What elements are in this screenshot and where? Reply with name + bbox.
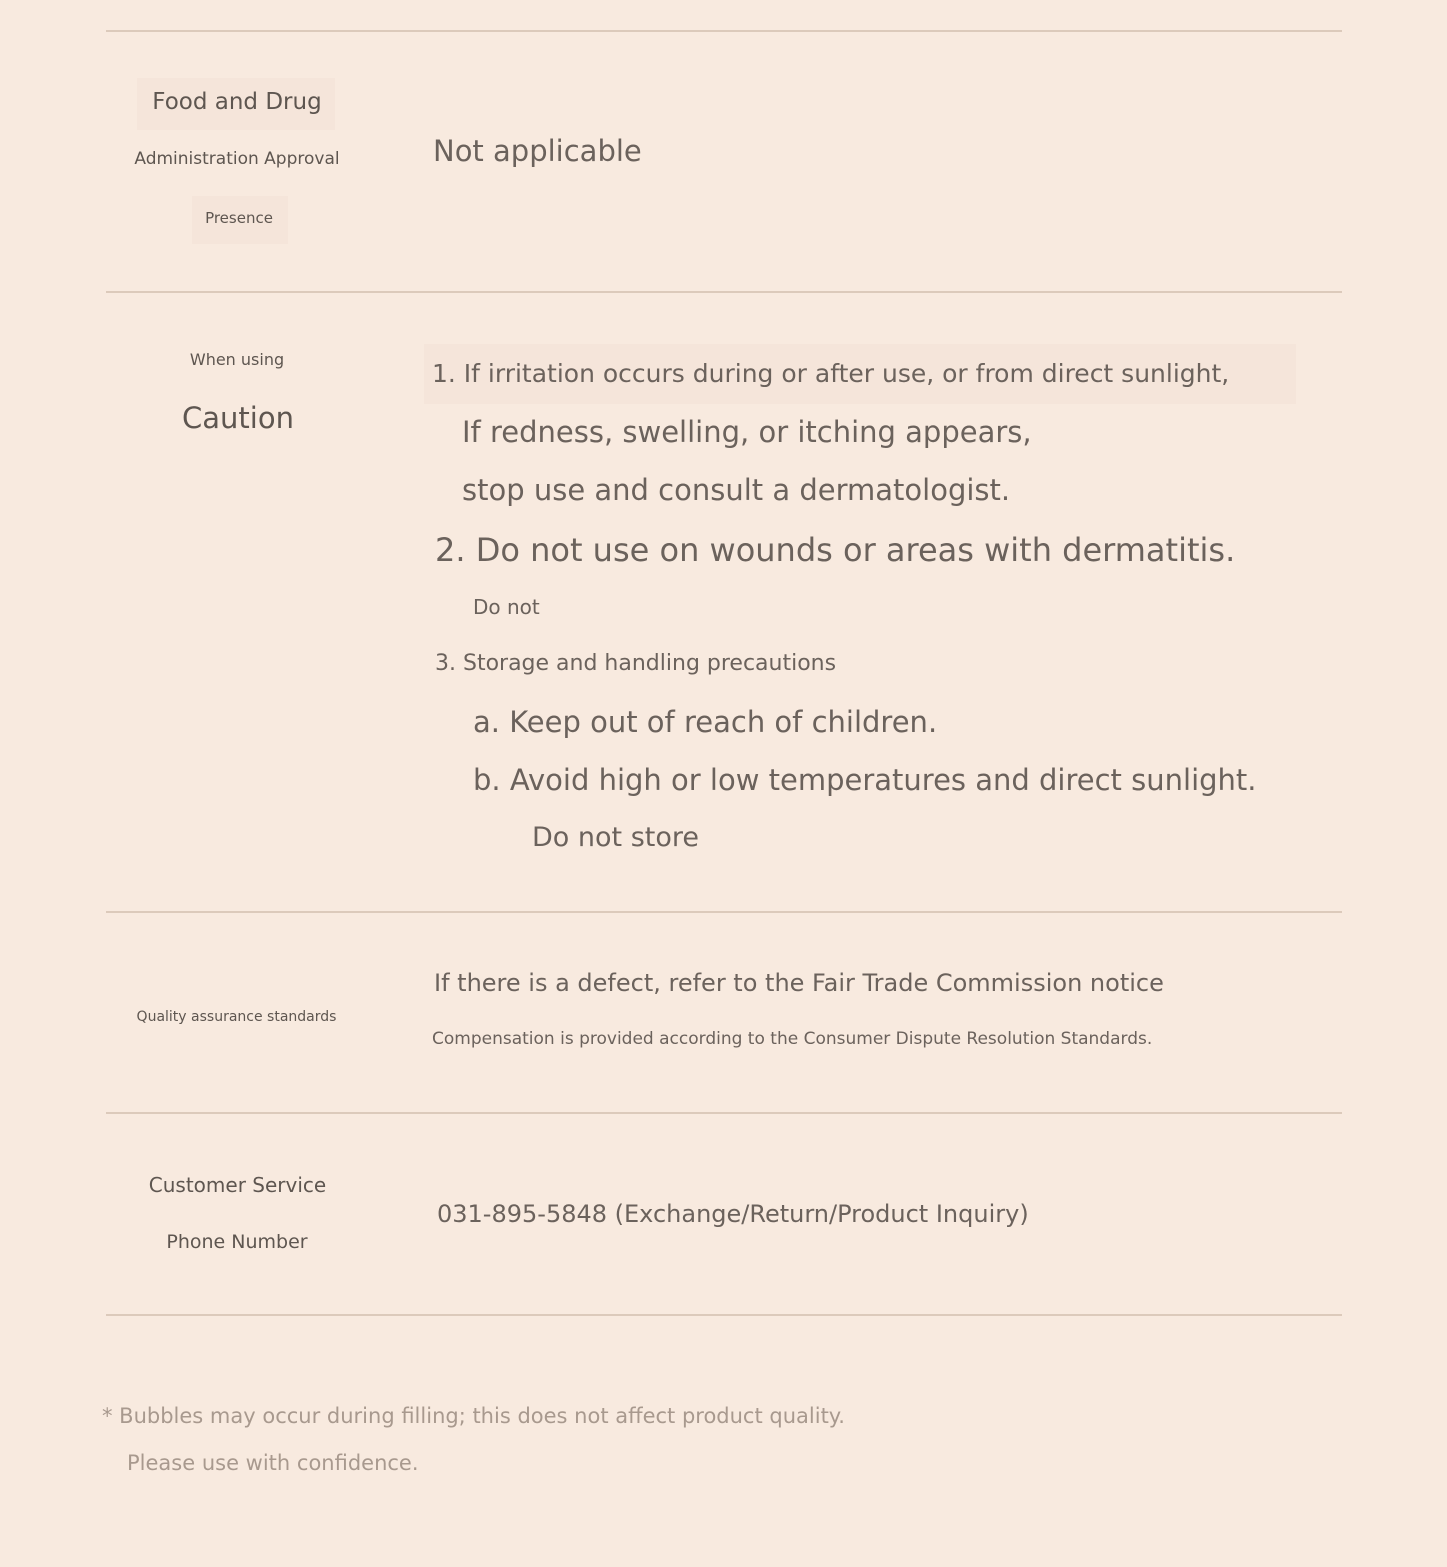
caution-label-small: When using	[189, 350, 285, 369]
divider-fda-caution	[106, 291, 1342, 293]
caution-item1-line1: 1. If irritation occurs during or after use, or from direct sunlight,	[432, 359, 1230, 388]
divider-quality-service	[106, 1112, 1342, 1114]
quality-line1: If there is a defect, refer to the Fair Trade Commission notice	[434, 969, 1164, 997]
footnote-line1: * Bubbles may occur during filling; this does not affect product quality.	[102, 1404, 845, 1428]
quality-label: Quality assurance standards	[136, 1009, 337, 1025]
fda-label-line1: Food and Drug	[152, 89, 322, 115]
caution-item3: 3. Storage and handling precautions	[435, 651, 837, 676]
fda-value: Not applicable	[433, 134, 642, 168]
footnote-line2: Please use with confidence.	[127, 1451, 419, 1475]
caution-item3-a: a. Keep out of reach of children.	[473, 705, 938, 739]
quality-line2: Compensation is provided according to the Consumer Dispute Resolution Standards.	[432, 1029, 1153, 1049]
caution-item3-b-sub: Do not store	[532, 822, 699, 853]
service-phone: 031-895-5848 (Exchange/Return/Product Inquiry)	[437, 1200, 1029, 1228]
fda-label-line2: Administration Approval	[134, 149, 340, 169]
caution-item2-sub: Do not	[473, 595, 540, 619]
divider-bottom	[106, 1314, 1342, 1316]
caution-item3-b: b. Avoid high or low temperatures and direct sunlight.	[473, 763, 1257, 797]
caution-item2: 2. Do not use on wounds or areas with dermatitis.	[435, 531, 1236, 569]
fda-label-line3: Presence	[205, 209, 273, 227]
divider-caution-quality	[106, 911, 1342, 913]
service-label-line1: Customer Service	[148, 1173, 327, 1197]
divider-top	[106, 30, 1342, 32]
caution-item1-line3: stop use and consult a dermatologist.	[462, 473, 1011, 507]
service-label-line2: Phone Number	[166, 1231, 308, 1253]
caution-label-main: Caution	[182, 401, 294, 435]
caution-item1-line2: If redness, swelling, or itching appears,	[462, 415, 1032, 449]
